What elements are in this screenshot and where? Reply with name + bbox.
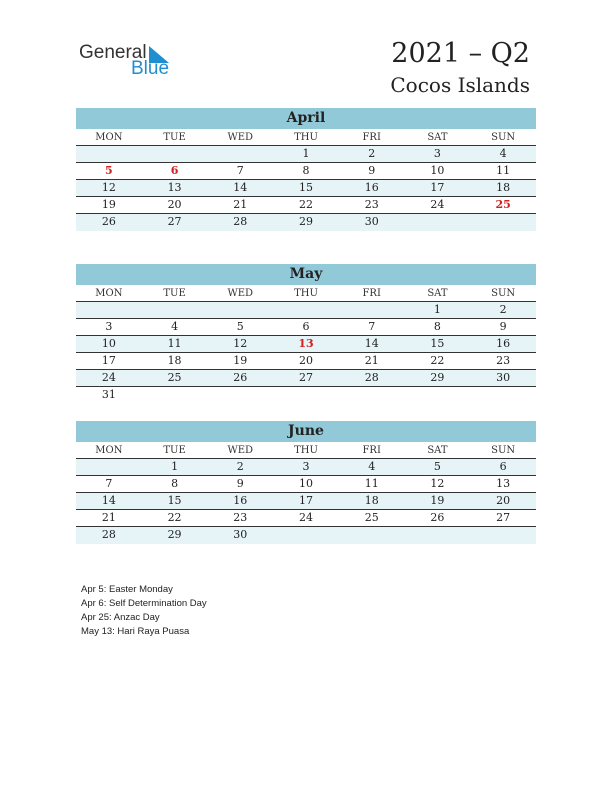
week-row bbox=[76, 510, 536, 527]
day-cell: 21 bbox=[364, 354, 379, 367]
day-cell: 21 bbox=[233, 198, 248, 211]
day-cell: 2 bbox=[368, 147, 376, 160]
day-cell bbox=[273, 527, 339, 544]
day-cell: 25 bbox=[167, 371, 182, 384]
day-cell: 6 bbox=[302, 320, 310, 333]
day-cell bbox=[273, 302, 339, 318]
month-title: June bbox=[76, 421, 536, 442]
month-title: May bbox=[76, 264, 536, 285]
day-cell: 3 bbox=[433, 147, 441, 160]
weekday-label: WED bbox=[227, 132, 254, 143]
day-cell: 6 bbox=[499, 460, 507, 473]
day-cell: 2 bbox=[499, 303, 507, 316]
day-cell: 14 bbox=[364, 337, 379, 350]
day-cell: 10 bbox=[430, 164, 445, 177]
day-cell: 24 bbox=[430, 198, 445, 211]
day-cell: 11 bbox=[167, 337, 182, 350]
day-cell: 10 bbox=[298, 477, 313, 490]
day-cell bbox=[470, 214, 536, 231]
day-cell: 28 bbox=[364, 371, 379, 384]
day-cell bbox=[76, 146, 142, 162]
weekday-label: MON bbox=[95, 288, 123, 299]
day-cell: 1 bbox=[433, 303, 441, 316]
week-row bbox=[76, 387, 536, 404]
day-cell: 19 bbox=[430, 494, 445, 507]
logo-general-text: General bbox=[79, 42, 147, 63]
day-cell bbox=[470, 387, 536, 404]
day-cell: 7 bbox=[105, 477, 113, 490]
day-cell bbox=[76, 459, 142, 475]
weekday-label: THU bbox=[294, 288, 318, 299]
day-cell: 18 bbox=[496, 181, 511, 194]
day-cell: 9 bbox=[499, 320, 507, 333]
day-cell bbox=[339, 302, 405, 318]
weekday-label: SUN bbox=[491, 445, 516, 456]
weekday-label: TUE bbox=[163, 288, 186, 299]
day-cell: 8 bbox=[433, 320, 441, 333]
weekday-header-row bbox=[76, 129, 536, 146]
holiday-day-cell: 13 bbox=[298, 337, 314, 350]
day-cell: 29 bbox=[430, 371, 445, 384]
day-cell: 12 bbox=[101, 181, 116, 194]
holiday-day-cell: 25 bbox=[495, 198, 511, 211]
day-cell: 24 bbox=[101, 371, 116, 384]
day-cell bbox=[207, 387, 273, 404]
day-cell: 30 bbox=[496, 371, 511, 384]
weekday-label: WED bbox=[227, 445, 254, 456]
week-row bbox=[76, 319, 536, 336]
week-row bbox=[76, 336, 536, 353]
day-cell: 26 bbox=[430, 511, 445, 524]
day-cell: 18 bbox=[364, 494, 379, 507]
weekday-label: FRI bbox=[362, 288, 381, 299]
day-cell: 30 bbox=[233, 528, 248, 541]
day-cell: 12 bbox=[430, 477, 445, 490]
week-row bbox=[76, 493, 536, 510]
week-row bbox=[76, 180, 536, 197]
weekday-label: THU bbox=[294, 132, 318, 143]
day-cell bbox=[142, 302, 208, 318]
logo bbox=[79, 42, 179, 82]
day-cell: 14 bbox=[233, 181, 248, 194]
day-cell bbox=[405, 214, 471, 231]
holiday-note: Apr 6: Self Determination Day bbox=[81, 598, 207, 609]
weekday-label: SUN bbox=[491, 288, 516, 299]
weekday-label: TUE bbox=[163, 132, 186, 143]
weekday-label: SUN bbox=[491, 132, 516, 143]
day-cell: 23 bbox=[233, 511, 248, 524]
weekday-label: THU bbox=[294, 445, 318, 456]
day-cell: 26 bbox=[233, 371, 248, 384]
week-row bbox=[76, 370, 536, 387]
day-cell: 11 bbox=[496, 164, 511, 177]
day-cell: 8 bbox=[171, 477, 179, 490]
month-may bbox=[76, 264, 536, 404]
day-cell: 22 bbox=[167, 511, 182, 524]
day-cell: 15 bbox=[430, 337, 445, 350]
day-cell: 23 bbox=[496, 354, 511, 367]
day-cell: 4 bbox=[368, 460, 376, 473]
day-cell: 2 bbox=[236, 460, 244, 473]
day-cell bbox=[273, 387, 339, 404]
week-row bbox=[76, 476, 536, 493]
weekday-label: SAT bbox=[427, 445, 448, 456]
weekday-label: MON bbox=[95, 445, 123, 456]
day-cell: 28 bbox=[101, 528, 116, 541]
month-april bbox=[76, 108, 536, 231]
weekday-header-row bbox=[76, 442, 536, 459]
day-cell: 13 bbox=[167, 181, 182, 194]
day-cell bbox=[207, 146, 273, 162]
day-cell: 20 bbox=[167, 198, 182, 211]
day-cell: 30 bbox=[364, 215, 379, 228]
day-cell: 15 bbox=[298, 181, 313, 194]
weekday-label: MON bbox=[95, 132, 123, 143]
day-cell: 16 bbox=[364, 181, 379, 194]
day-cell: 3 bbox=[302, 460, 310, 473]
day-cell: 10 bbox=[101, 337, 116, 350]
week-row bbox=[76, 163, 536, 180]
day-cell: 19 bbox=[101, 198, 116, 211]
day-cell: 31 bbox=[101, 388, 116, 401]
day-cell bbox=[339, 387, 405, 404]
month-title: April bbox=[76, 108, 536, 129]
logo-blue-text: Blue bbox=[131, 58, 170, 79]
day-cell: 23 bbox=[364, 198, 379, 211]
week-row bbox=[76, 353, 536, 370]
day-cell: 19 bbox=[233, 354, 248, 367]
day-cell: 22 bbox=[298, 198, 313, 211]
day-cell: 18 bbox=[167, 354, 182, 367]
day-cell bbox=[339, 527, 405, 544]
day-cell: 14 bbox=[101, 494, 116, 507]
day-cell: 4 bbox=[171, 320, 179, 333]
holiday-day-cell: 5 bbox=[105, 164, 113, 177]
day-cell: 12 bbox=[233, 337, 248, 350]
holiday-note: Apr 5: Easter Monday bbox=[81, 584, 173, 595]
day-cell: 28 bbox=[233, 215, 248, 228]
day-cell: 17 bbox=[430, 181, 445, 194]
day-cell: 3 bbox=[105, 320, 113, 333]
day-cell: 9 bbox=[368, 164, 376, 177]
day-cell: 11 bbox=[364, 477, 379, 490]
holiday-day-cell: 6 bbox=[170, 164, 179, 177]
weekday-label: FRI bbox=[362, 132, 381, 143]
page-title: 2021 – Q2 bbox=[391, 38, 530, 69]
day-cell: 24 bbox=[298, 511, 313, 524]
day-cell bbox=[405, 527, 471, 544]
day-cell: 29 bbox=[167, 528, 182, 541]
day-cell: 5 bbox=[236, 320, 244, 333]
day-cell: 16 bbox=[496, 337, 511, 350]
day-cell: 1 bbox=[302, 147, 310, 160]
day-cell: 7 bbox=[368, 320, 376, 333]
week-row bbox=[76, 459, 536, 476]
day-cell: 21 bbox=[101, 511, 116, 524]
day-cell: 20 bbox=[298, 354, 313, 367]
day-cell bbox=[470, 527, 536, 544]
day-cell: 5 bbox=[433, 460, 441, 473]
day-cell: 1 bbox=[171, 460, 179, 473]
day-cell bbox=[207, 302, 273, 318]
day-cell: 4 bbox=[499, 147, 507, 160]
day-cell: 16 bbox=[233, 494, 248, 507]
day-cell bbox=[405, 387, 471, 404]
holiday-note: Apr 25: Anzac Day bbox=[81, 612, 160, 623]
day-cell: 20 bbox=[496, 494, 511, 507]
day-cell: 7 bbox=[236, 164, 244, 177]
day-cell: 25 bbox=[364, 511, 379, 524]
week-row bbox=[76, 197, 536, 214]
weekday-label: SAT bbox=[427, 288, 448, 299]
day-cell bbox=[142, 146, 208, 162]
week-row bbox=[76, 302, 536, 319]
day-cell: 27 bbox=[496, 511, 511, 524]
week-row bbox=[76, 214, 536, 231]
day-cell bbox=[142, 387, 208, 404]
day-cell: 29 bbox=[298, 215, 313, 228]
weekday-label: SAT bbox=[427, 132, 448, 143]
day-cell: 8 bbox=[302, 164, 310, 177]
holiday-note: May 13: Hari Raya Puasa bbox=[81, 626, 190, 637]
day-cell: 17 bbox=[101, 354, 116, 367]
day-cell: 27 bbox=[298, 371, 313, 384]
day-cell: 13 bbox=[496, 477, 511, 490]
week-row bbox=[76, 527, 536, 544]
week-row bbox=[76, 146, 536, 163]
weekday-label: FRI bbox=[362, 445, 381, 456]
day-cell: 9 bbox=[236, 477, 244, 490]
month-june bbox=[76, 421, 536, 544]
page-subtitle: Cocos Islands bbox=[390, 73, 530, 97]
weekday-label: WED bbox=[227, 288, 254, 299]
day-cell: 22 bbox=[430, 354, 445, 367]
day-cell bbox=[76, 302, 142, 318]
day-cell: 15 bbox=[167, 494, 182, 507]
weekday-label: TUE bbox=[163, 445, 186, 456]
day-cell: 17 bbox=[298, 494, 313, 507]
holiday-notes bbox=[81, 583, 207, 639]
day-cell: 27 bbox=[167, 215, 182, 228]
weekday-header-row bbox=[76, 285, 536, 302]
day-cell: 26 bbox=[101, 215, 116, 228]
